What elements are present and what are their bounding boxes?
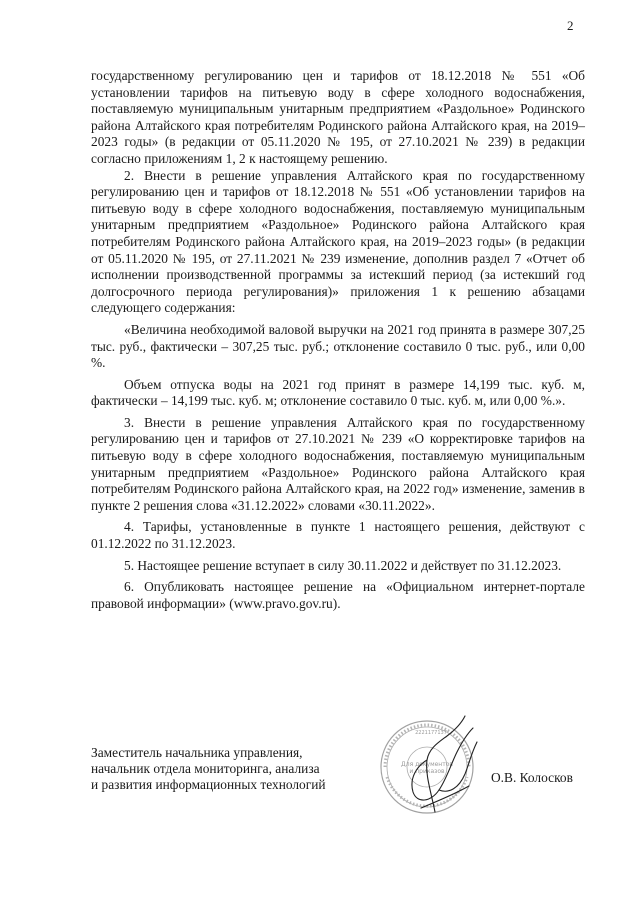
signatory-title — [91, 745, 391, 794]
paragraph-quote-volume: Объем отпуска воды на 2021 год принят в размере 14,199 тыс. куб. м, фактически – 14,199 тыс. куб. м; отклонение составило 0 тыс. куб. м, или 0,00 %.». — [91, 376, 585, 409]
stamp-and-signature — [365, 712, 495, 820]
page-number: 2 — [567, 18, 574, 33]
signatory-name: О.В. Колосков — [491, 770, 573, 785]
signatory-title-line: и развития информационных технологий — [91, 777, 326, 793]
paragraph-item-6: 6. Опубликовать настоящее решение на «Официальном интернет-портале правовой информации» (www.pravo.gov.ru). — [91, 579, 585, 611]
paragraph-item-2: 2. Внести в решение управления Алтайского края по государственному регулированию цен и тарифов от 18.12.2018 № 551 «Об установлении тарифов на питьевую воду в сфере холодного водоснабжения, поставляемую муниципальным унитарным предприятием «Раздольное» Родинского района Алтайского края потребителям Родинского района Алтайского края, на 2019–2023 годы» (в редакции от 05.11.2020 № 195, от 27.11.2021 № 239 изменение, дополнив раздел 7 «Отчет об исполнении производственной программы за истекший период (за истекший год долгосрочного периода регулирования)» приложения 1 к решению абзацами следующего содержания: — [91, 167, 585, 316]
stamp-inner-text: и приказов — [409, 768, 445, 775]
paragraph-item-5: 5. Настоящее решение вступает в силу 30.11.2022 и действует по 31.12.2023. — [124, 557, 562, 573]
signatory-title-line: начальник отдела мониторинга, анализа — [91, 761, 320, 777]
stamp-serial: 2221177137 — [415, 730, 447, 736]
paragraph-1-continuation: государственному регулированию цен и тарифов от 18.12.2018 № 551 «Об установлении тарифов на питьевую воду в сфере холодного водоснабжения, поставляемую муниципальным унитарным предприятием «Раздольное» Родинского района Алтайского края потребителям Родинского района Алтайского края, на 2019–2023 годы» (в редакции от 05.11.2020 № 195, от 27.10.2021 № 239) в редакции согласно приложениям 1, 2 к настоящему решению. — [91, 68, 585, 166]
signatory-title-line: Заместитель начальника управления, — [91, 745, 303, 760]
paragraph-item-3: 3. Внести в решение управления Алтайского края по государственному регулированию цен и тарифов от 27.10.2021 № 239 «О корректировке тарифов на питьевую воду в сфере холодного водоснабжения, поставляемую муниципальным унитарным предприятием «Раздольное» Родинского района Алтайского края потребителям Родинского района Алтайского края, на 2022 год» изменение, заменив в пункте 2 решения слова «31.12.2022» словами «30.11.2022». — [91, 414, 585, 513]
paragraph-item-4: 4. Тарифы, установленные в пункте 1 настоящего решения, действуют с 01.12.2022 по 31.12.2023. — [91, 519, 585, 552]
document-body — [91, 68, 585, 612]
paragraph-quote-revenue: «Величина необходимой валовой выручки на 2021 год принята в размере 307,25 тыс. руб., фактически – 307,25 тыс. руб.; отклонение составило 0 тыс. руб., или 0,00 %. — [91, 321, 585, 371]
stamp-inner-text: Для документов — [401, 761, 453, 768]
